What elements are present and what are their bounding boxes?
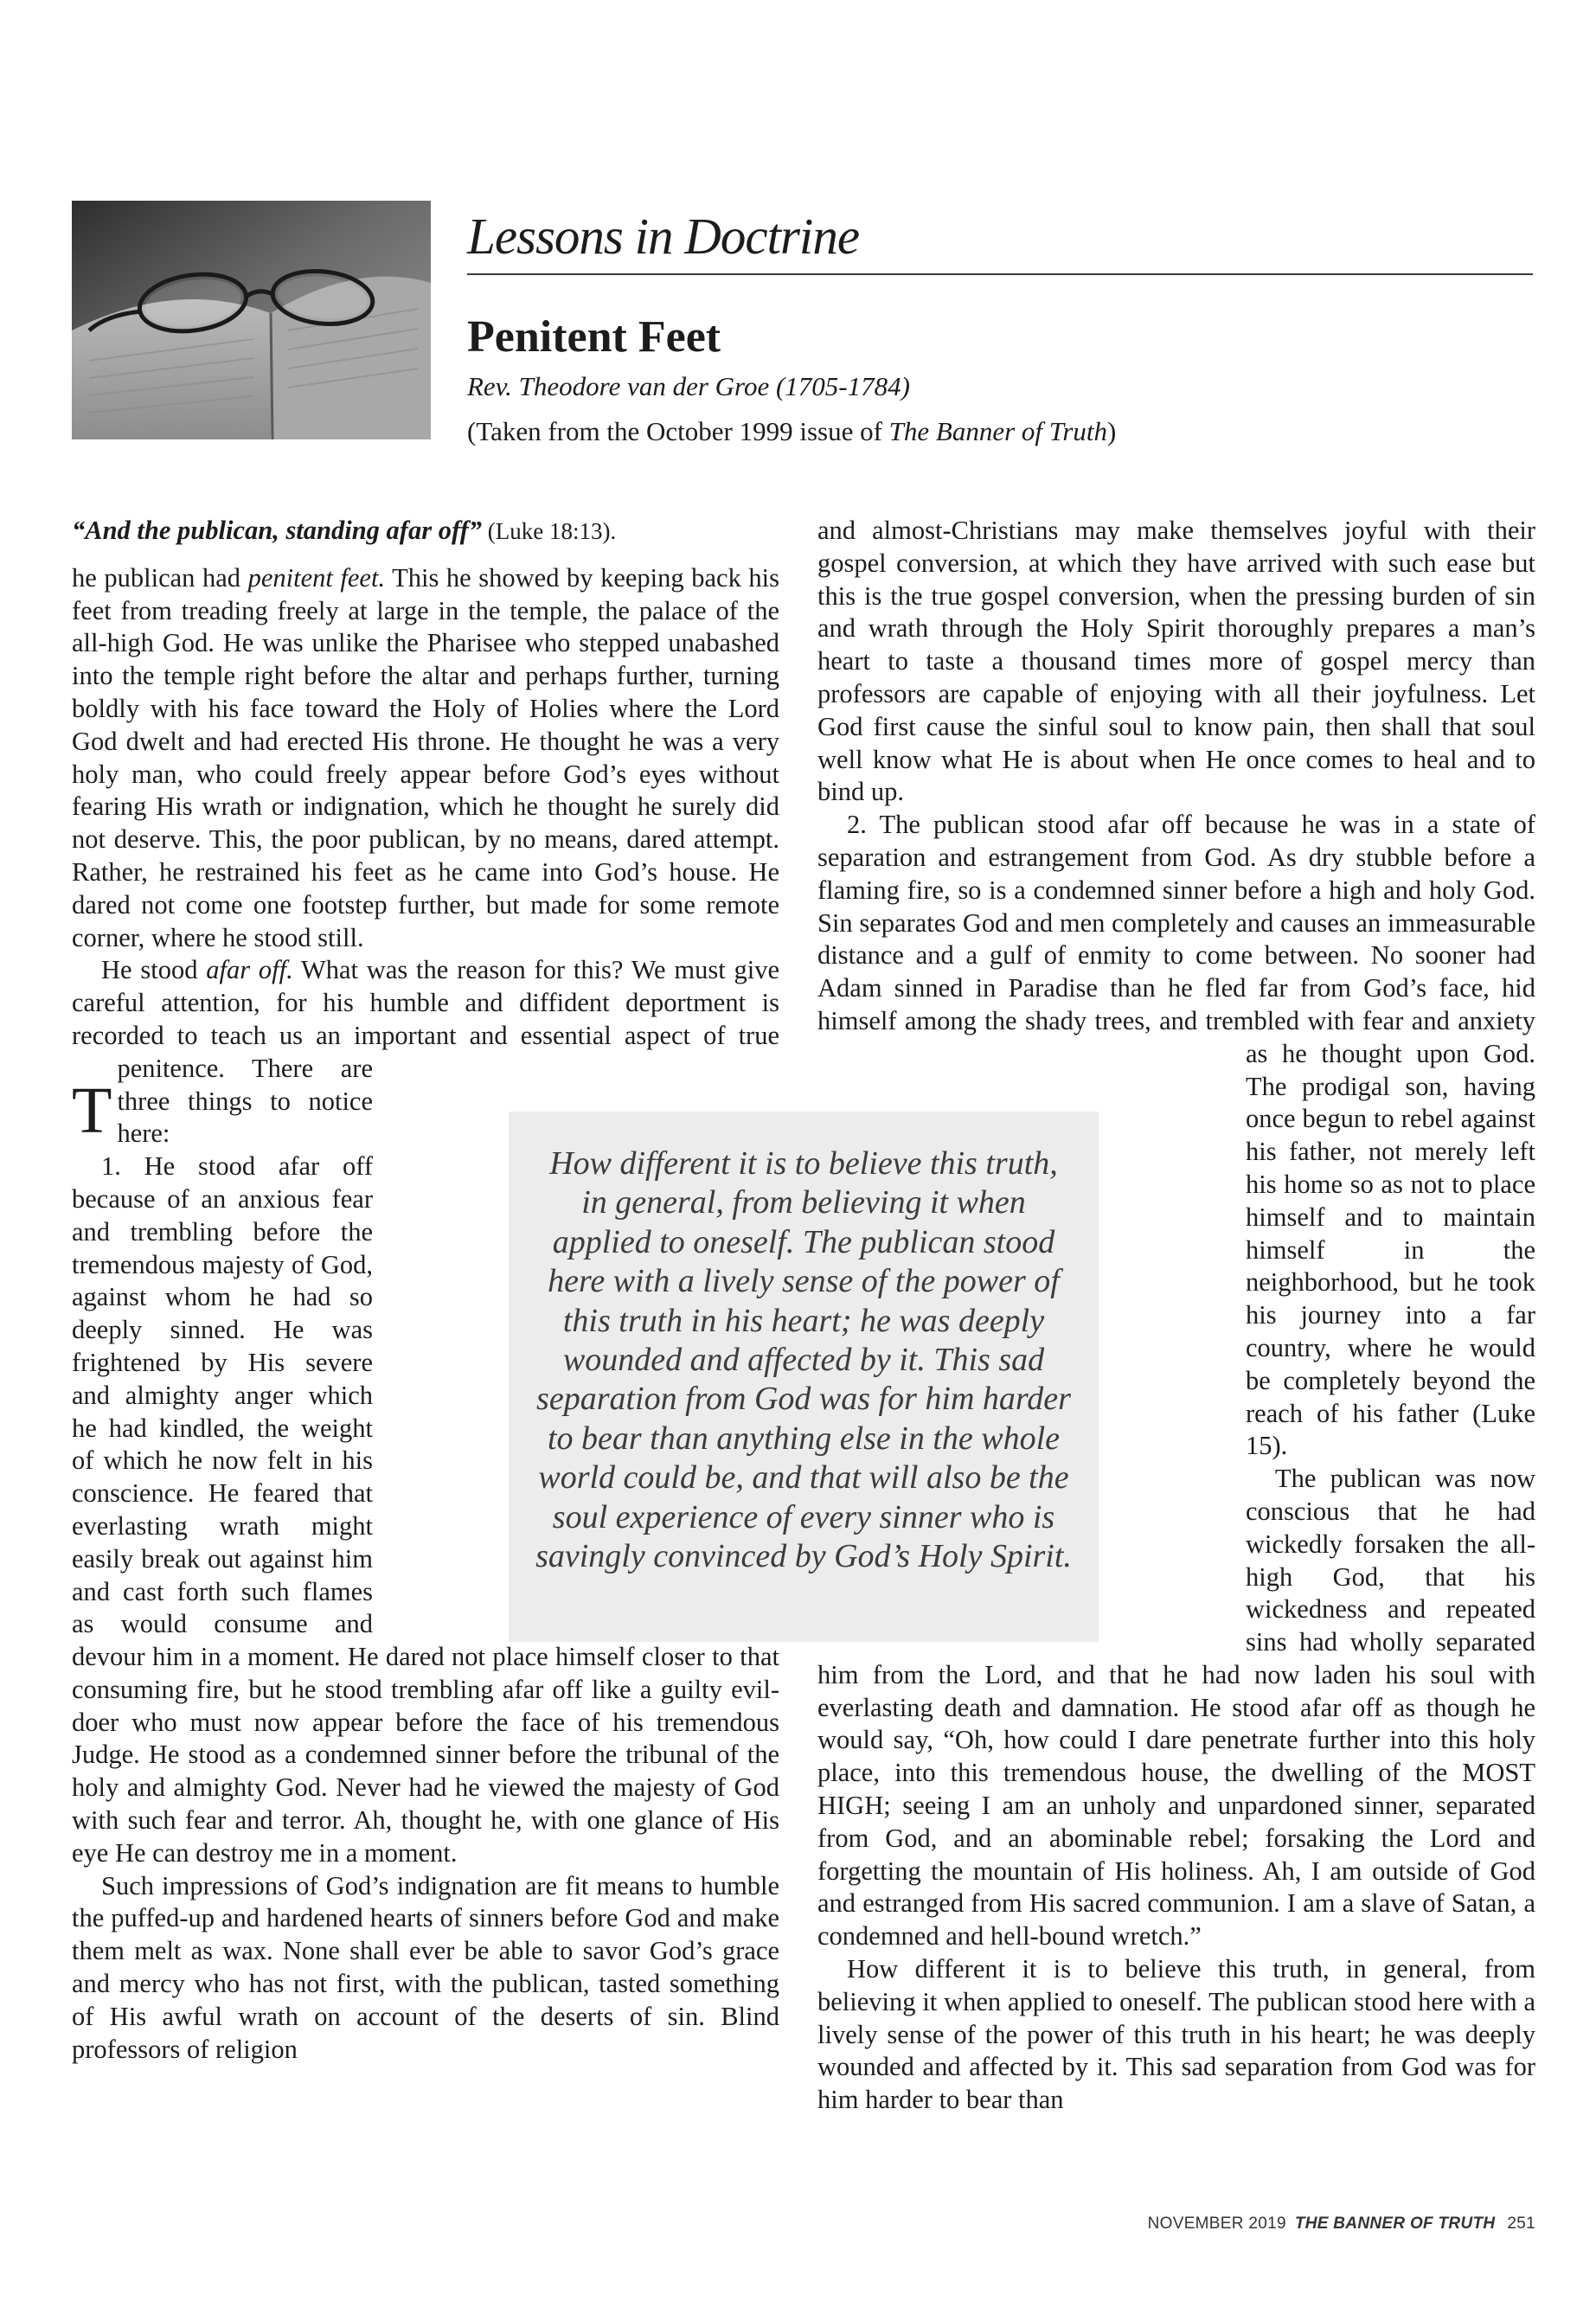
scripture-reference (72, 515, 779, 548)
page-number: 251 (1507, 2214, 1535, 2233)
paragraph: and almost-Christians may make themselves joyful with their gospel conversion, at which they have arrived with such ease but this is the true gospel conversion, when the pressing burden of sin and wrath through the Holy Spirit thoroughly prepares a man’s heart to taste a thousand times more of gospel mercy than professors are capable of enjoying with all their joyfulness. Let God first cause the sinful soul to know pain, then shall that soul well know what He is about when He once comes to heal and to bind up. (817, 516, 1535, 807)
paragraph: The publican was now conscious that he had wickedly forsaken the all-high God, that his wickedness and repeated sins had wholly separated him from the Lord, and that he had now laden his soul with everlasting death and damnation. He stood afar off as though he would say, “Oh, how could I dare penetrate further into this holy place, into this tremendous house, the dwelling of the MOST HIGH; seeing I am an unholy and unpardoned sinner, separated from God, and an abominable rebel; forsaking the Lord and forgetting the mountain of His holiness. Ah, I am outside of God and estranged from His sacred communion. I am a slave of Satan, a condemned and hell-bound wretch.” (817, 1464, 1535, 1952)
paragraph: Such impressions of God’s indignation are fit means to humble the puffed-up and hardened hearts of sinners before God and make them melt as wax. None shall ever be able to savor God’s grace and mercy who has not first, with the publican, tasted something of His awful wrath on account of the deserts of sin. Blind professors of religion (72, 1870, 779, 2064)
paragraph: 2. The publican stood afar off because he was in a state of separation and estrangement from God. As dry stubble before a flaming fire, so is a condemned sinner before a high and holy God. Sin separates God and men completely and causes an immeasurable distance and a gulf of enmity to come between. No sooner had Adam sinned in Paradise than he fled far from God’s face, hid himself among the shady trees, and trembled with fear and anxiety as he thought upon God. The prodigal son, having once begun to rebel against his father, not merely left his home so as not to place himself and to maintain himself in the neighborhood, but he took his journey into a far country, where he would be completely beyond the reach of his father (Luke 15). (817, 810, 1535, 1461)
pull-quote (509, 1112, 1099, 1642)
pull-quote-text: How different it is to believe this truth, in general, from believing it when applied to oneself. The publican stood here with a lively sense of the power of this truth in his heart; he was deeply wounded and affected by it. This sad separation from God was for him harder to bear than anything else in the whole world could be, and that will also be the soul experience of every sinner who is savingly convinced by God’s Holy Spirit. (535, 1145, 1072, 1575)
source-note (467, 413, 1116, 451)
issue-date: NOVEMBER 2019 (1147, 2214, 1286, 2233)
drop-cap: T (72, 1074, 112, 1147)
source-suffix: ) (1107, 416, 1117, 446)
paragraph: How different it is to believe this truth, in general, from believing it when applied to oneself. The publican stood here with a lively sense of the power of this truth in his heart; he was deeply wounded and affected by it. This sad separation from God was for him harder to bear than (817, 1954, 1535, 2115)
source-prefix: (Taken from the October 1999 issue of (467, 416, 889, 446)
scripture-quote: “And the publican, standing afar off” (72, 516, 482, 545)
source-publication: The Banner of Truth (888, 416, 1108, 446)
publication-name: THE BANNER OF TRUTH (1294, 2214, 1496, 2233)
text-run: This he showed by keeping back his feet from treading freely at large in the temple, the palace of the all-high God. He was unlike the Pharisee who stepped unabashed into the temple right before the altar and perhaps further, turning boldly with his face toward the Holy of Holies where the Lord God dwelt and had erected His throne. He thought he was a very holy man, who could freely appear before God’s eyes without fearing His wrath or indignation, which he thought he surely did not deserve. This, the poor publican, by no means, dared attempt. Rather, he restrained his feet as he came into God’s house. He dared not come one footstep further, but made for some remote corner, where he stood still. (72, 562, 779, 952)
paragraph: 1. He stood afar off because of an anxious fear and trembling before the tremendous majesty of God, against whom he had so deeply sinned. He was frightened by His severe and almighty anger which he had kindled, the weight of which he now felt in his conscience. He feared that everlasting wrath might easily break out against him and cast forth such flames as would consume and devour him in a moment. He dared not place himself closer to that consuming fire, but he stood trembling afar off like a guilty evil-doer who must now appear before the face of his tremendous Judge. He stood as a condemned sinner before the tribunal of the holy and almighty God. Never had he viewed the majesty of God with such fear and terror. Ah, thought he, with one glance of His eye He can destroy me in a moment. (72, 1151, 779, 1868)
scripture-citation: (Luke 18:13). (481, 518, 617, 544)
emphasis: penitent feet. (247, 562, 386, 593)
eyeglasses-on-bible-photo (72, 201, 431, 439)
text-run: He stood (101, 955, 207, 985)
text-run: he publican had (72, 562, 248, 593)
author-byline: Rev. Theodore van der Groe (1705-1784) (467, 371, 910, 401)
page-footer (1148, 2214, 1535, 2234)
section-title: Lessons in Doctrine (467, 206, 1533, 275)
text-run: What was the reason for this? We must give careful attention, for his humble and diffident deportment is recorded to teach us an important and essential aspect of true penitence. There are three things to notice here: (72, 955, 779, 1149)
emphasis: afar off. (206, 955, 293, 985)
article-title: Penitent Feet (467, 312, 721, 362)
